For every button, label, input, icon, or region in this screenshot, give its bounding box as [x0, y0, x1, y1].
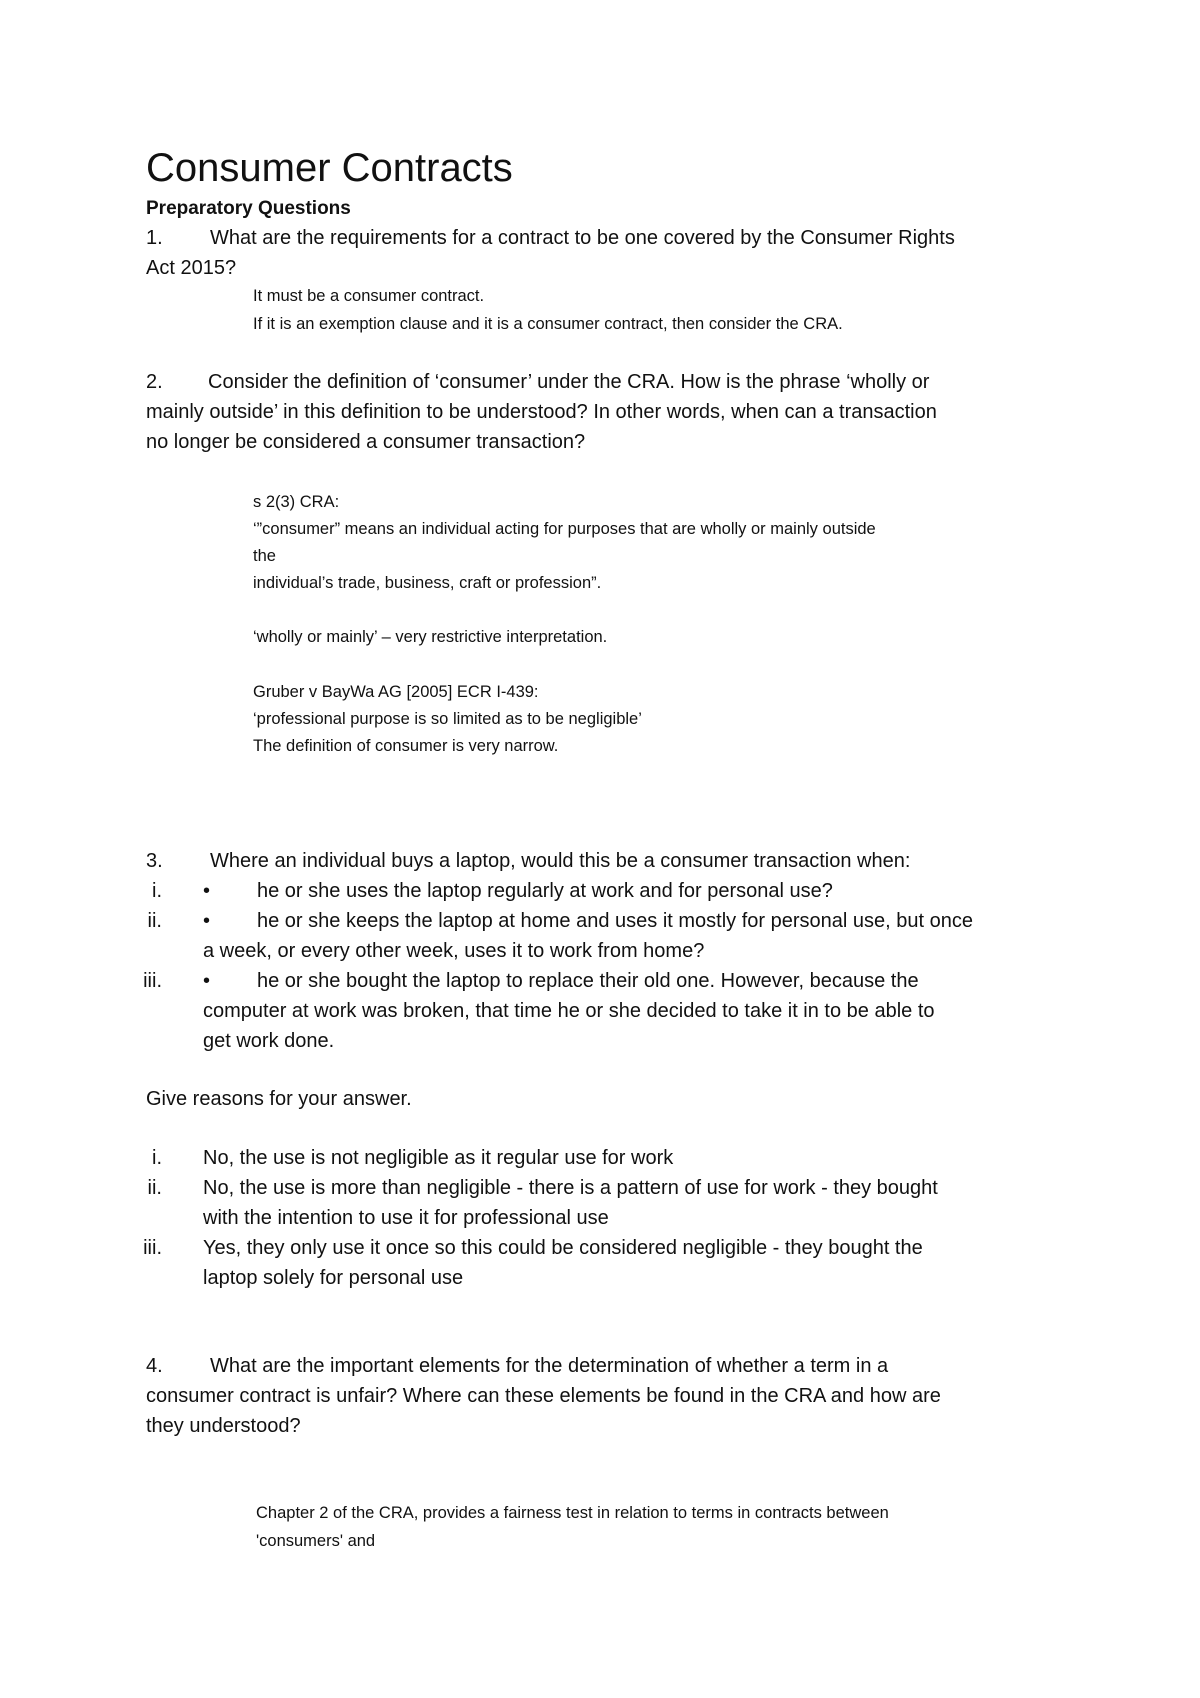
- question-number: 2.: [146, 371, 163, 393]
- answer-line: individual’s trade, business, craft or profession”.: [253, 574, 602, 592]
- answer-line: Chapter 2 of the CRA, provides a fairness test in relation to terms in contracts between: [256, 1504, 889, 1522]
- list-item: get work done.: [203, 1030, 335, 1052]
- list-item: he or she keeps the laptop at home and uses it mostly for personal use, but once: [257, 910, 973, 932]
- list-numeral: iii.: [143, 970, 162, 992]
- answer-line: It must be a consumer contract.: [253, 287, 485, 305]
- bullet-icon: •: [203, 970, 211, 992]
- question-text: mainly outside’ in this definition to be understood? In other words, when can a transaction: [146, 401, 937, 423]
- question-text: they understood?: [146, 1415, 301, 1437]
- answer-line: ‘wholly or mainly’ – very restrictive interpretation.: [253, 628, 608, 646]
- question-text: Consider the definition of ‘consumer’ under the CRA. How is the phrase ‘wholly or: [208, 371, 930, 393]
- answer-line: If it is an exemption clause and it is a consumer contract, then consider the CRA.: [253, 315, 843, 333]
- list-numeral: i.: [152, 880, 162, 902]
- question-number: 4.: [146, 1355, 163, 1377]
- question-text: Where an individual buys a laptop, would this be a consumer transaction when:: [210, 850, 911, 872]
- answer-line: Gruber v BayWa AG [2005] ECR I-439:: [253, 683, 539, 701]
- answer-line: the: [253, 547, 276, 565]
- list-numeral: iii.: [143, 1237, 162, 1259]
- answer-item: laptop solely for personal use: [203, 1267, 464, 1289]
- list-item: he or she bought the laptop to replace their old one. However, because the: [257, 970, 919, 992]
- answer-line: 'consumers' and: [256, 1532, 376, 1550]
- list-item: computer at work was broken, that time he or she decided to take it in to be able to: [203, 1000, 935, 1022]
- page-title: Consumer Contracts: [146, 146, 513, 190]
- list-item: he or she uses the laptop regularly at work and for personal use?: [257, 880, 833, 902]
- answer-item: Yes, they only use it once so this could be considered negligible - they bought the: [203, 1237, 923, 1259]
- list-numeral: ii.: [147, 910, 162, 932]
- question-prompt: Give reasons for your answer.: [146, 1088, 412, 1110]
- list-numeral: i.: [152, 1147, 162, 1169]
- question-text: Act 2015?: [146, 257, 237, 279]
- question-number: 1.: [146, 227, 163, 249]
- answer-line: ‘”consumer” means an individual acting for purposes that are wholly or mainly outside: [253, 520, 876, 538]
- answer-item: with the intention to use it for professional use: [203, 1207, 609, 1229]
- question-number: 3.: [146, 850, 163, 872]
- answer-line: ‘professional purpose is so limited as to be negligible’: [253, 710, 642, 728]
- bullet-icon: •: [203, 880, 211, 902]
- answer-line: The definition of consumer is very narrow.: [253, 737, 559, 755]
- list-numeral: ii.: [147, 1177, 162, 1199]
- question-text: no longer be considered a consumer transaction?: [146, 431, 586, 453]
- answer-item: No, the use is more than negligible - there is a pattern of use for work - they bought: [203, 1177, 938, 1199]
- answer-line: s 2(3) CRA:: [253, 493, 340, 511]
- question-text: consumer contract is unfair? Where can these elements be found in the CRA and how are: [146, 1385, 941, 1407]
- section-subtitle: Preparatory Questions: [146, 198, 351, 219]
- bullet-icon: •: [203, 910, 211, 932]
- list-item: a week, or every other week, uses it to work from home?: [203, 940, 705, 962]
- answer-item: No, the use is not negligible as it regular use for work: [203, 1147, 674, 1169]
- question-text: What are the requirements for a contract to be one covered by the Consumer Rights: [210, 227, 955, 249]
- question-text: What are the important elements for the determination of whether a term in a: [210, 1355, 889, 1377]
